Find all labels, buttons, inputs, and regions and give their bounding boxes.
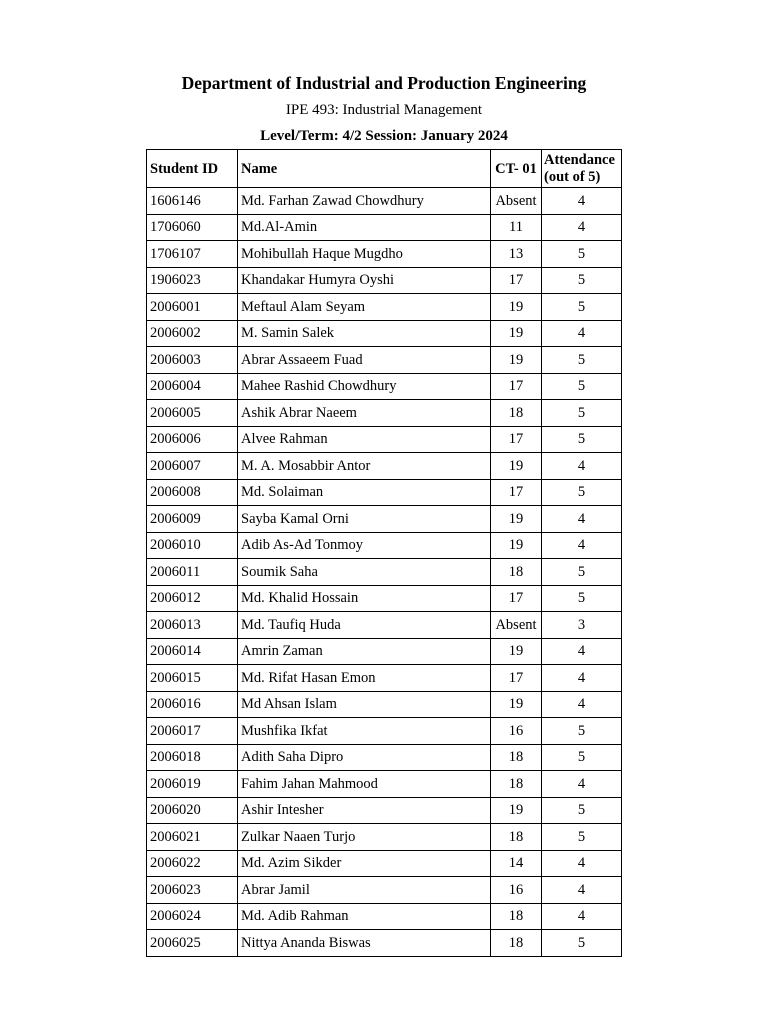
table-row <box>147 214 622 241</box>
attendance-cell: 3 <box>542 612 622 639</box>
table-row <box>147 771 622 798</box>
attendance-cell: 4 <box>542 638 622 665</box>
attendance-cell: 5 <box>542 744 622 771</box>
ct-01-score-cell: 19 <box>491 294 542 321</box>
student-id-cell: 2006021 <box>147 824 238 851</box>
student-name-cell: Md. Khalid Hossain <box>238 585 491 612</box>
column-header-attendance: Attendance (out of 5) <box>542 150 622 188</box>
table-row <box>147 930 622 957</box>
attendance-cell: 5 <box>542 930 622 957</box>
student-name-cell: Md. Rifat Hasan Emon <box>238 665 491 692</box>
attendance-cell: 4 <box>542 453 622 480</box>
table-row <box>147 691 622 718</box>
ct-01-score-cell: 16 <box>491 877 542 904</box>
attendance-cell: 5 <box>542 373 622 400</box>
table-row <box>147 188 622 215</box>
attendance-cell: 4 <box>542 214 622 241</box>
ct-01-score-cell: Absent <box>491 612 542 639</box>
student-name-cell: Zulkar Naaen Turjo <box>238 824 491 851</box>
student-name-cell: Md. Farhan Zawad Chowdhury <box>238 188 491 215</box>
ct-01-score-cell: 19 <box>491 532 542 559</box>
table-row <box>147 373 622 400</box>
table-row <box>147 559 622 586</box>
student-id-cell: 1906023 <box>147 267 238 294</box>
table-row <box>147 877 622 904</box>
student-name-cell: Ashik Abrar Naeem <box>238 400 491 427</box>
student-name-cell: Md.Al-Amin <box>238 214 491 241</box>
attendance-cell: 4 <box>542 771 622 798</box>
ct-01-score-cell: 17 <box>491 665 542 692</box>
course-title: IPE 493: Industrial Management <box>285 102 483 118</box>
student-name-cell: M. A. Mosabbir Antor <box>238 453 491 480</box>
student-id-cell: 2006015 <box>147 665 238 692</box>
ct-01-score-cell: 14 <box>491 850 542 877</box>
attendance-cell: 5 <box>542 585 622 612</box>
student-name-cell: Md Ahsan Islam <box>238 691 491 718</box>
ct-01-score-cell: Absent <box>491 188 542 215</box>
column-header-name: Name <box>238 150 491 188</box>
table-row <box>147 453 622 480</box>
table-row <box>147 903 622 930</box>
student-id-cell: 2006013 <box>147 612 238 639</box>
student-name-cell: Md. Azim Sikder <box>238 850 491 877</box>
student-id-cell: 2006023 <box>147 877 238 904</box>
ct-01-score-cell: 16 <box>491 718 542 745</box>
attendance-cell: 4 <box>542 506 622 533</box>
ct-01-score-cell: 11 <box>491 214 542 241</box>
student-name-cell: Abrar Assaeem Fuad <box>238 347 491 374</box>
student-id-cell: 2006017 <box>147 718 238 745</box>
table-row <box>147 532 622 559</box>
table-row <box>147 241 622 268</box>
table-row <box>147 294 622 321</box>
table-body <box>147 188 622 957</box>
student-name-cell: Abrar Jamil <box>238 877 491 904</box>
student-id-cell: 2006009 <box>147 506 238 533</box>
table-row <box>147 797 622 824</box>
student-id-cell: 2006025 <box>147 930 238 957</box>
table-row <box>147 612 622 639</box>
student-name-cell: Mahee Rashid Chowdhury <box>238 373 491 400</box>
table-row <box>147 347 622 374</box>
student-name-cell: Khandakar Humyra Oyshi <box>238 267 491 294</box>
student-id-cell: 2006007 <box>147 453 238 480</box>
table-row <box>147 267 622 294</box>
column-header-ct-01: CT- 01 <box>491 150 542 188</box>
student-name-cell: Fahim Jahan Mahmood <box>238 771 491 798</box>
student-id-cell: 2006010 <box>147 532 238 559</box>
student-id-cell: 2006002 <box>147 320 238 347</box>
results-table <box>146 149 622 957</box>
column-header-student-id: Student ID <box>147 150 238 188</box>
attendance-cell: 4 <box>542 532 622 559</box>
attendance-cell: 5 <box>542 267 622 294</box>
attendance-cell: 5 <box>542 426 622 453</box>
ct-01-score-cell: 19 <box>491 347 542 374</box>
attendance-cell: 4 <box>542 903 622 930</box>
attendance-cell: 4 <box>542 665 622 692</box>
ct-01-score-cell: 19 <box>491 638 542 665</box>
student-id-cell: 2006011 <box>147 559 238 586</box>
student-name-cell: Ashir Intesher <box>238 797 491 824</box>
ct-01-score-cell: 17 <box>491 267 542 294</box>
student-id-cell: 2006005 <box>147 400 238 427</box>
attendance-cell: 4 <box>542 850 622 877</box>
attendance-cell: 5 <box>542 718 622 745</box>
student-name-cell: Amrin Zaman <box>238 638 491 665</box>
student-id-cell: 2006003 <box>147 347 238 374</box>
table-row <box>147 638 622 665</box>
student-id-cell: 2006016 <box>147 691 238 718</box>
ct-01-score-cell: 19 <box>491 797 542 824</box>
table-row <box>147 824 622 851</box>
student-id-cell: 2006006 <box>147 426 238 453</box>
student-name-cell: Adith Saha Dipro <box>238 744 491 771</box>
student-name-cell: Mushfika Ikfat <box>238 718 491 745</box>
attendance-cell: 4 <box>542 188 622 215</box>
student-id-cell: 1706060 <box>147 214 238 241</box>
ct-01-score-cell: 17 <box>491 373 542 400</box>
attendance-cell: 5 <box>542 241 622 268</box>
student-id-cell: 1606146 <box>147 188 238 215</box>
table-header-row <box>147 150 622 188</box>
ct-01-score-cell: 18 <box>491 400 542 427</box>
attendance-cell: 4 <box>542 320 622 347</box>
student-name-cell: Meftaul Alam Seyam <box>238 294 491 321</box>
student-name-cell: Md. Solaiman <box>238 479 491 506</box>
ct-01-score-cell: 19 <box>491 320 542 347</box>
student-id-cell: 2006004 <box>147 373 238 400</box>
attendance-cell: 5 <box>542 294 622 321</box>
student-name-cell: Alvee Rahman <box>238 426 491 453</box>
student-name-cell: Adib As-Ad Tonmoy <box>238 532 491 559</box>
student-id-cell: 2006024 <box>147 903 238 930</box>
ct-01-score-cell: 18 <box>491 930 542 957</box>
student-name-cell: Soumik Saha <box>238 559 491 586</box>
student-id-cell: 2006014 <box>147 638 238 665</box>
ct-01-score-cell: 19 <box>491 453 542 480</box>
ct-01-score-cell: 17 <box>491 426 542 453</box>
ct-01-score-cell: 18 <box>491 744 542 771</box>
attendance-cell: 4 <box>542 691 622 718</box>
table-row <box>147 479 622 506</box>
ct-01-score-cell: 17 <box>491 479 542 506</box>
student-id-cell: 2006020 <box>147 797 238 824</box>
student-name-cell: Nittya Ananda Biswas <box>238 930 491 957</box>
student-id-cell: 2006019 <box>147 771 238 798</box>
attendance-cell: 5 <box>542 559 622 586</box>
ct-01-score-cell: 17 <box>491 585 542 612</box>
table-row <box>147 400 622 427</box>
student-name-cell: M. Samin Salek <box>238 320 491 347</box>
attendance-cell: 5 <box>542 479 622 506</box>
student-name-cell: Sayba Kamal Orni <box>238 506 491 533</box>
table-row <box>147 320 622 347</box>
table-row <box>147 665 622 692</box>
table-row <box>147 426 622 453</box>
table-row <box>147 585 622 612</box>
student-name-cell: Md. Taufiq Huda <box>238 612 491 639</box>
ct-01-score-cell: 19 <box>491 506 542 533</box>
student-id-cell: 2006001 <box>147 294 238 321</box>
attendance-cell: 5 <box>542 797 622 824</box>
table-row <box>147 718 622 745</box>
attendance-cell: 5 <box>542 824 622 851</box>
student-id-cell: 2006012 <box>147 585 238 612</box>
ct-01-score-cell: 18 <box>491 771 542 798</box>
ct-01-score-cell: 13 <box>491 241 542 268</box>
attendance-cell: 5 <box>542 347 622 374</box>
student-id-cell: 2006018 <box>147 744 238 771</box>
level-term-session: Level/Term: 4/2 Session: January 2024 <box>260 128 508 144</box>
ct-01-score-cell: 18 <box>491 903 542 930</box>
student-id-cell: 1706107 <box>147 241 238 268</box>
student-id-cell: 2006022 <box>147 850 238 877</box>
ct-01-score-cell: 18 <box>491 824 542 851</box>
ct-01-score-cell: 18 <box>491 559 542 586</box>
student-name-cell: Md. Adib Rahman <box>238 903 491 930</box>
table-row <box>147 850 622 877</box>
attendance-cell: 5 <box>542 400 622 427</box>
attendance-cell: 4 <box>542 877 622 904</box>
student-name-cell: Mohibullah Haque Mugdho <box>238 241 491 268</box>
ct-01-score-cell: 19 <box>491 691 542 718</box>
student-id-cell: 2006008 <box>147 479 238 506</box>
table-row <box>147 506 622 533</box>
department-title: Department of Industrial and Production Engineering <box>181 73 587 93</box>
table-row <box>147 744 622 771</box>
